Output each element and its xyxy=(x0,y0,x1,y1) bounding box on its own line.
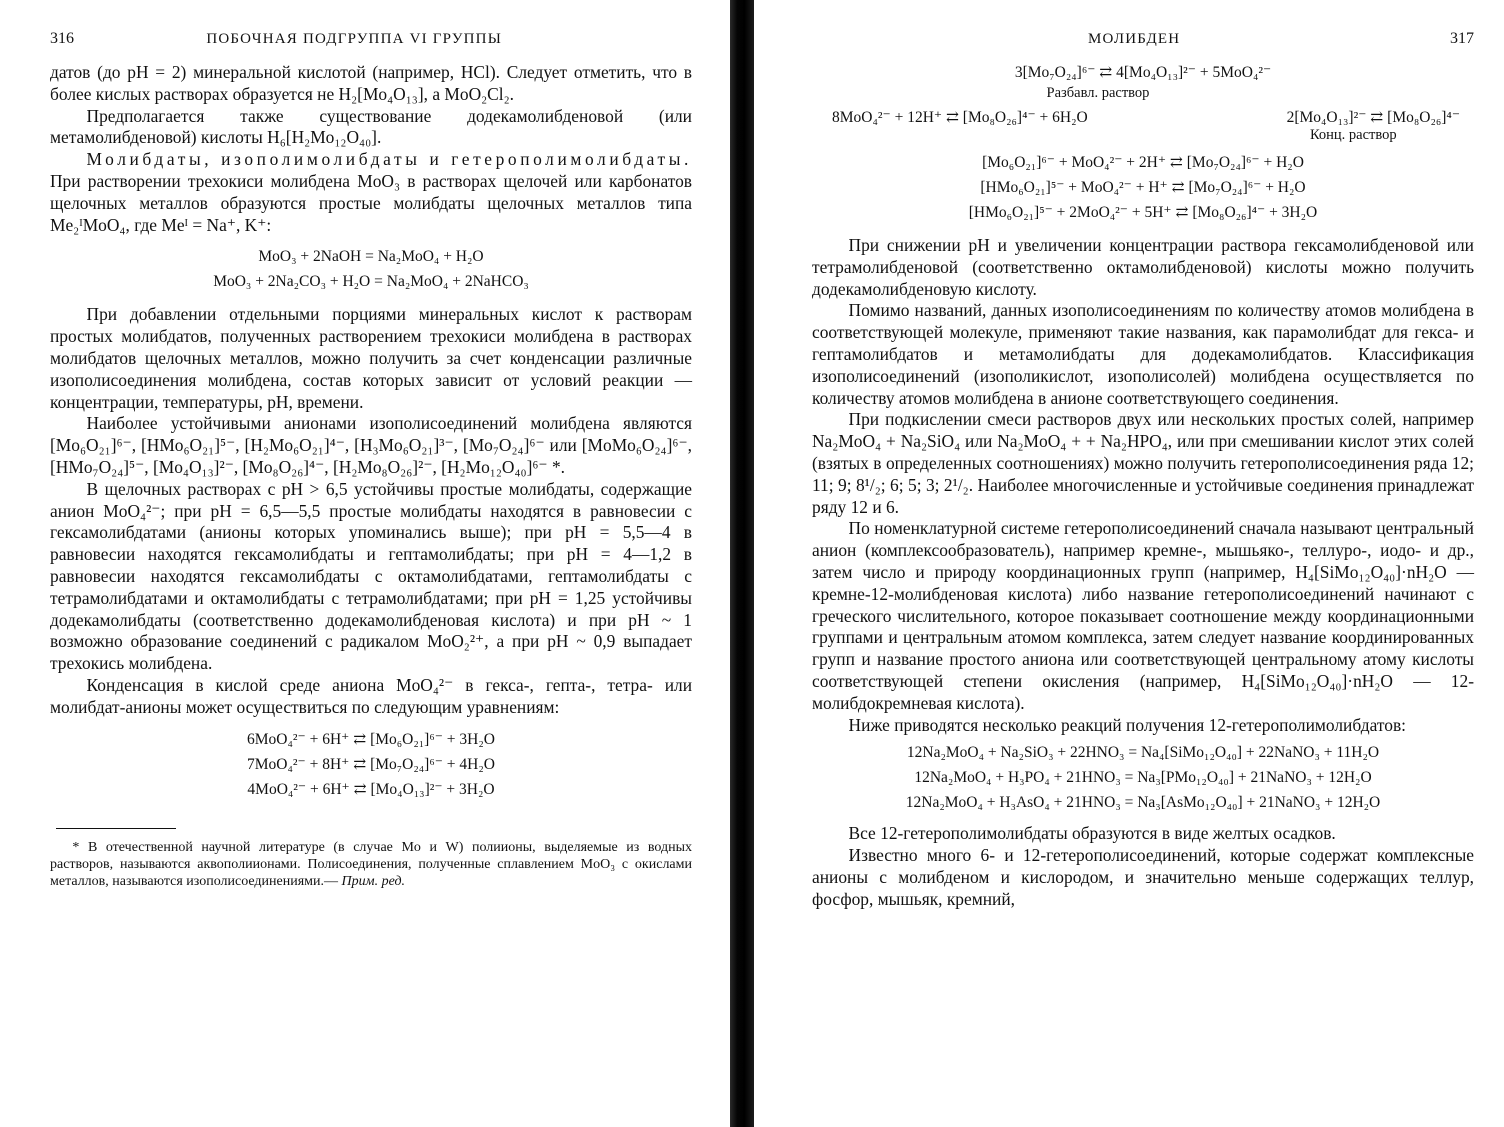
equation: 8MoO₄²⁻ + 12H⁺ ⇄ [Mo₈O₂₆]⁴⁻ + 6H₂O xyxy=(832,109,1088,126)
equation-group xyxy=(50,727,692,802)
left-page xyxy=(0,0,728,1127)
paragraph: При добавлении отдельными порциями минеральных кислот к растворам простых молибдатов, полученных растворением трехокиси молибдена в растворах молибдатов щелочных металлов, можно получить за счет конденсации различные изополисоединения молибдена, состав которых зависит от условий реакции — концентрации, температуры, pH, времени. xyxy=(50,304,692,412)
equation: [HMo₆O₂₁]⁵⁻ + MoO₄²⁻ + H⁺ ⇄ [Mo₇O₂₄]⁶⁻ + H₂O xyxy=(980,179,1306,196)
equation: MoO₃ + 2Na₂CO₃ + H₂O = Na₂MoO₄ + 2NaHCO₃ xyxy=(213,273,529,291)
paragraph: При снижении pH и увеличении концентрации раствора гексамолибденовой или тетрамолибденовой (соответственно октамолибденовой) кислоты можно получить додекамолибденовую кислоту. xyxy=(812,235,1474,299)
paragraph: По номенклатурной системе гетерополисоединений сначала называют центральный анион (комплексообразователь), например кремне-, мышьяко-, теллуро-, иодо- и др., затем число и природу координационных групп (например, H₄[SiMo₁₂O₄₀]·nH₂O — кремне-12-молибденовая кислота) либо название гетерополисоединений начинают с греческого числительного, которое показывает соотношение между координационными группами и центральным атомом комплекса, затем следует название координированных групп и название простого аниона или соответствующей центральному атому кислоты соответствующей степени окисления (например, H₄[SiMo₁₂O₄₀]·nH₂O — 12-молибдокремневая кислота). xyxy=(812,518,1474,713)
footnote-editor-note: Прим. ред. xyxy=(341,873,406,889)
paragraph: В щелочных растворах с pH > 6,5 устойчивы простые молибдаты, содержащие анион MoO₄²⁻; при pH = 6,5—5,5 простые молибдаты находятся в равновесии с гексамолибдатами (анионы которых упоминались выше); при pH = 5,5—4 в равновесии находятся гексамолибдаты и гептамолибдаты; при pH = 4—1,2 в равновесии находятся гексамолибдаты с октамолибдатами, гептамолибдаты с тетрамолибдатами и октамолибдаты с тетрамолибдатами; при pH = 1,25 устойчивы додекамолибдаты (соответственно додекамолибденовая кислота) и при pH ~ 1 возможно образование соединений с радикалом MoO₂²⁺, а при pH ~ 0,9 выпадает трехокись молибдена. xyxy=(50,478,692,674)
paragraph: Конденсация в кислой среде аниона MoO₄²⁻ в гекса-, гепта-, тетра- или молибдат-анионы может осуществиться по следующим уравнениям: xyxy=(50,674,692,717)
footnote xyxy=(50,839,692,890)
equation: 4MoO₄²⁻ + 6H⁺ ⇄ [Mo₄O₁₃]²⁻ + 3H₂O xyxy=(247,780,495,798)
equation: 6MoO₄²⁻ + 6H⁺ ⇄ [Mo₆O₂₁]⁶⁻ + 3H₂O xyxy=(247,730,495,748)
paragraph: Наиболее устойчивыми анионами изополисоединений молибдена являются [Mo₆O₂₁]⁶⁻, [HMo₆O₂₁]⁵⁻, [H₂Mo₆O₂₁]⁴⁻, [H₃Mo₆O₂₁]³⁻, [Mo₇O₂₄]⁶⁻ или [MoMo₆O₂₄]⁶⁻, [HMo₇O₂₄]⁵⁻, [Mo₄O₁₃]²⁻, [Mo₈O₂₆]⁴⁻, [H₂Mo₈O₂₆]²⁻, [H₂Mo₁₂O₄₀]⁶⁻ *. xyxy=(50,413,692,477)
equation: 7MoO₄²⁻ + 8H⁺ ⇄ [Mo₇O₂₄]⁶⁻ + 4H₂O xyxy=(247,755,495,773)
equation-group xyxy=(812,740,1474,815)
equation: 12Na₂MoO₄ + H₃PO₄ + 21HNO₃ = Na₃[PMo₁₂O₄₀] + 21NaNO₃ + 12H₂O xyxy=(914,769,1372,787)
right-page-header xyxy=(812,30,1474,48)
equation: 2[Mo₄O₁₃]²⁻ ⇄ [Mo₈O₂₆]⁴⁻ xyxy=(1286,109,1460,126)
equation-group xyxy=(812,60,1474,102)
page-number: 317 xyxy=(1450,30,1474,47)
footnote-divider xyxy=(56,828,176,829)
equation: 3[Mo₇O₂₄]⁶⁻ ⇄ 4[Mo₄O₁₃]²⁻ + 5MoO₄²⁻ xyxy=(1014,64,1272,81)
paragraph: датов (до pH = 2) минеральной кислотой (например, HCl). Следует отметить, что в более кислых растворах образуется не H₂[Mo₄O₁₃], а MoO₂Cl₂. xyxy=(50,62,692,104)
running-title: МОЛИБДЕН xyxy=(1088,31,1181,47)
equation-group xyxy=(812,150,1474,225)
right-page xyxy=(760,0,1504,1127)
book-gutter xyxy=(730,0,754,1127)
paragraph-text: При растворении трехокиси молибдена MoO₃ в растворах щелочей или карбонатов щелочных металлов образуются простые молибдаты щелочных металлов типа Me₂ᴵMoO₄, где Meᴵ = Na⁺, K⁺: xyxy=(50,170,692,235)
left-page-header xyxy=(50,30,692,48)
equation: MoO₃ + 2NaOH = Na₂MoO₄ + H₂O xyxy=(258,248,484,266)
equation: 12Na₂MoO₄ + H₃AsO₄ + 21HNO₃ = Na₃[AsMo₁₂O₄₀] + 21NaNO₃ + 12H₂O xyxy=(905,794,1381,812)
running-title: ПОБОЧНАЯ ПОДГРУППА VI ГРУППЫ xyxy=(206,31,502,47)
paragraph: Все 12-гетерополимолибдаты образуются в виде желтых осадков. xyxy=(848,823,1336,844)
footnote-text: * В отечественной научной литературе (в случае Mo и W) полиионы, выделяемые из водных растворов, называются аквополиионами. Полисоединения, полученные сплавлением MoO₃ с окислами металлов, называются изополисоединениями.— xyxy=(50,839,692,889)
equation-row xyxy=(812,108,1474,144)
equation-condition: Конц. раствор xyxy=(1309,127,1397,143)
equation-with-condition xyxy=(1287,108,1460,144)
equation: [HMo₆O₂₁]⁵⁻ + 2MoO₄²⁻ + 5H⁺ ⇄ [Mo₈O₂₆]⁴⁻ + 3H₂O xyxy=(968,204,1318,221)
paragraph: При подкислении смеси растворов двух или нескольких простых солей, например Na₂MoO₄ + Na₂SiO₄ или Na₂MoO₄ + + Na₂HPO₄, или при смешивании кислот этих солей (взятых в определенных соотношениях) можно получить гетерополисоединения ряда 12; 11; 9; 8¹/₂; 6; 5; 3; 2¹/₂. Наиболее многочисленные и устойчивые соединения принадлежат ряду 12 и 6. xyxy=(812,409,1474,517)
paragraph xyxy=(50,149,692,236)
page-number: 316 xyxy=(50,30,74,47)
equation: 12Na₂MoO₄ + Na₂SiO₃ + 22HNO₃ = Na₄[SiMo₁₂O₄₀] + 22NaNO₃ + 11H₂O xyxy=(906,744,1380,762)
paragraph: Предполагается также существование додекамолибденовой (или метамолибденовой) кислоты H₆[H₂Mo₁₂O₄₀]. xyxy=(50,105,692,148)
paragraph: Ниже приводятся несколько реакций получения 12-гетерополимолибдатов: xyxy=(848,714,1406,735)
paragraph: Известно много 6- и 12-гетерополисоединений, которые содержат комплексные анионы с молибденом и кислородом, и значительно меньше содержащих теллур, фосфор, мышьяк, кремний, xyxy=(812,845,1474,909)
equation: [Mo₆O₂₁]⁶⁻ + MoO₄²⁻ + 2H⁺ ⇄ [Mo₇O₂₄]⁶⁻ + H₂O xyxy=(982,154,1304,171)
section-heading: Молибдаты, изополимолибдаты и гетерополимолибдаты. xyxy=(86,149,692,170)
equation-group xyxy=(50,244,692,294)
paragraph: Помимо названий, данных изополисоединениям по количеству атомов молибдена в соответствующей молекуле, применяют такие названия, как парамолибдат для гекса- и гептамолибдатов и метамолибдаты для додекамолибдатов. Классификация изополисоединений (изополикислот, изополисолей) молибдена осуществляется по количеству атомов молибдена в анионе соответствующего соединения. xyxy=(812,300,1474,408)
equation-condition: Разбавл. раствор xyxy=(1046,85,1150,101)
